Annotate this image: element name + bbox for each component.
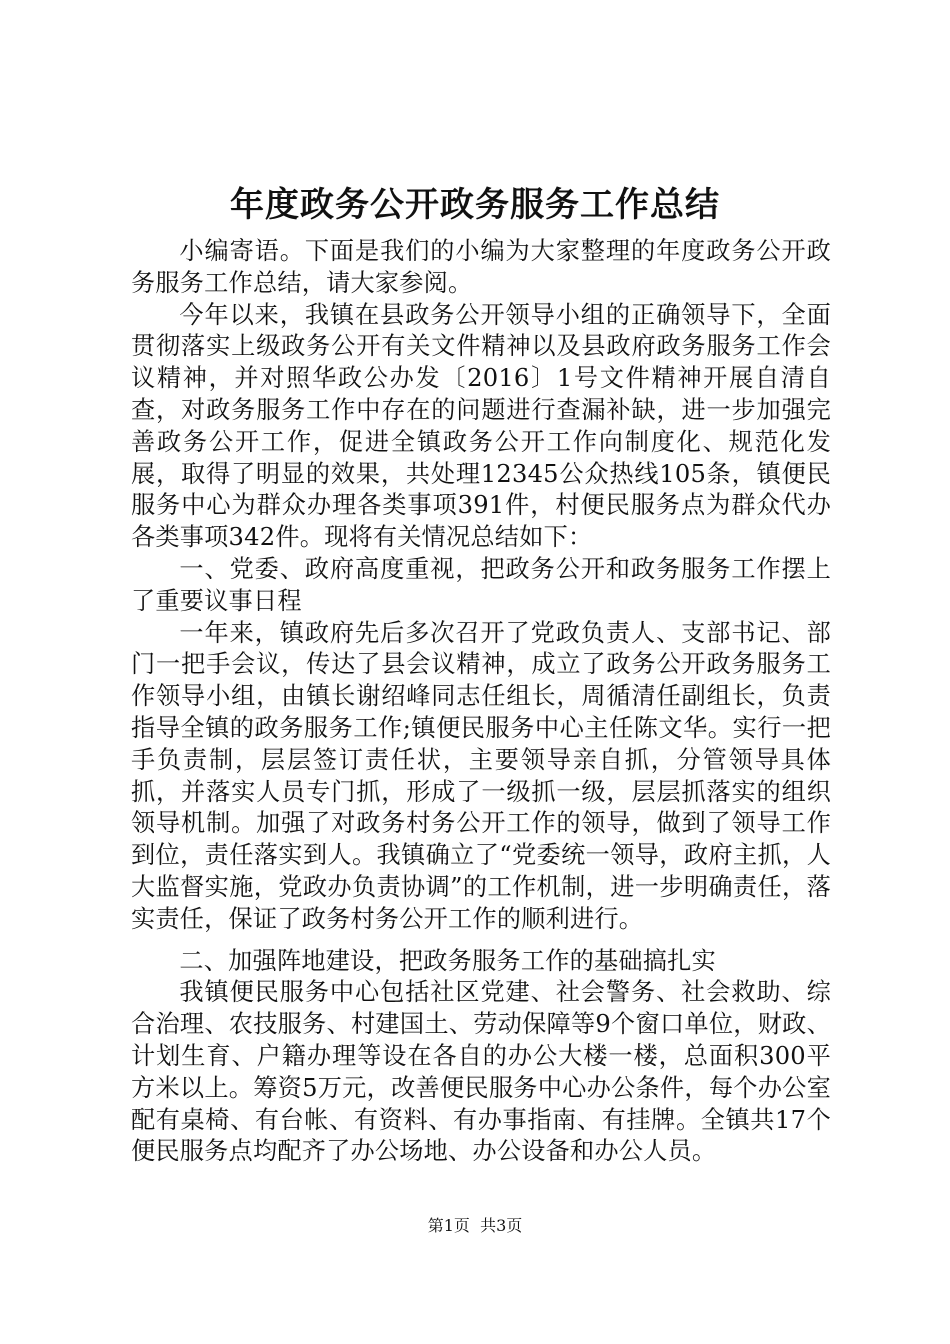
- intro-paragraph: 小编寄语。下面是我们的小编为大家整理的年度政务公开政务服务工作总结，请大家参阅。: [131, 237, 831, 297]
- page-number: 第1页 共3页: [427, 1216, 523, 1235]
- document-title: 年度政务公开政务服务工作总结: [230, 185, 720, 225]
- section-1-paragraph: 一年来，镇政府先后多次召开了党政负责人、支部书记、部门一把手会议，传达了县会议精神，成立了政务公开政务服务工作领导小组，由镇长谢绍峰同志任组长，周循清任副组长，负责指导全镇的政务服务工作;镇便民服务中心主任陈文华。实行一把手负责制，层层签订责任状，主要领导亲自抓，分管领导具体抓，并落实人员专门抓，形成了一级抓一级，层层抓落实的组织领导机制。加强了对政务村务公开工作的领导，做到了领导工作到位，责任落实到人。我镇确立了“党委统一领导，政府主抓，人大监督实施，党政办负责协调”的工作机制，进一步明确责任，落实责任，保证了政务村务公开工作的顺利进行。: [131, 618, 831, 933]
- section-2-paragraph: 我镇便民服务中心包括社区党建、社会警务、社会救助、综合治理、农技服务、村建国土、劳动保障等9个窗口单位，财政、计划生育、户籍办理等设在各自的办公大楼一楼，总面积300平方米以上。筹资5万元，改善便民服务中心办公条件，每个办公室配有桌椅、有台帐、有资料、有办事指南、有挂牌。全镇共17个便民服务点均配齐了办公场地、办公设备和办公人员。: [131, 978, 831, 1166]
- overview-paragraph: 今年以来，我镇在县政务公开领导小组的正确领导下，全面贯彻落实上级政务公开有关文件精神以及县政府政务服务工作会议精神，并对照华政公办发〔2016〕1号文件精神开展自清自查，对政务服务工作中存在的问题进行查漏补缺，进一步加强完善政务公开工作，促进全镇政务公开工作向制度化、规范化发展，取得了明显的效果，共处理12345公众热线105条，镇便民服务中心为群众办理各类事项391件，村便民服务点为群众代办各类事项342件。现将有关情况总结如下：: [131, 300, 831, 552]
- section-heading-2: 二、加强阵地建设，把政务服务工作的基础搞扎实: [179, 946, 716, 975]
- document-body: [131, 236, 831, 1168]
- section-heading-1: 一、党委、政府高度重视，把政务公开和政务服务工作摆上了重要议事日程: [131, 554, 831, 615]
- page-footer: [0, 1216, 950, 1236]
